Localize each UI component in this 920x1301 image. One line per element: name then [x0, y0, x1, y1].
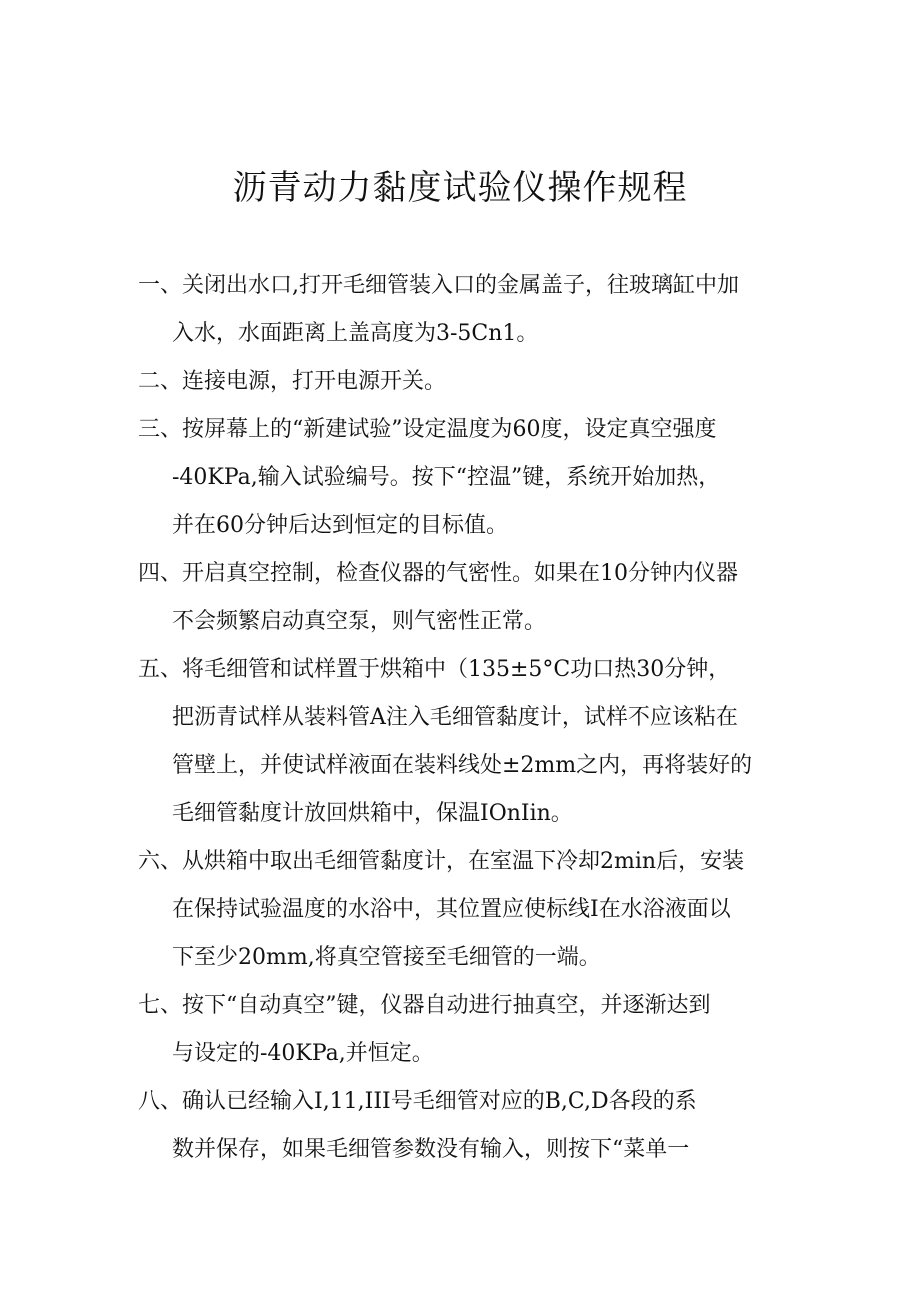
procedure-step [138, 838, 798, 982]
step-text-line: -40KPa,输入试验编号。按下“控温”键，系统开始加热， [172, 465, 721, 490]
procedure-step [138, 358, 798, 406]
step-text [172, 982, 798, 1078]
step-text-line: 与设定的-40KPa,并恒定。 [172, 1041, 434, 1066]
page-title: 沥青动力黏度试验仪操作规程 [232, 168, 688, 208]
step-text [172, 838, 798, 982]
step-number: 七、 [138, 993, 183, 1018]
step-number: 六、 [138, 849, 183, 874]
step-text-line: 从烘箱中取出毛细管黏度计，在室温下冷却2min后，安装 [182, 849, 745, 874]
step-number: 五、 [138, 657, 183, 682]
procedure-step [138, 646, 798, 838]
step-text-line: 下至少20mm,将真空管接至毛细管的一端。 [172, 945, 601, 970]
step-text-line: 并在60分钟后达到恒定的目标值。 [172, 513, 508, 538]
step-number: 一、 [138, 273, 183, 298]
step-text-line: 把沥青试样从装料管A注入毛细管黏度计，试样不应该粘在 [172, 705, 738, 730]
step-text [172, 406, 798, 550]
step-number: 三、 [138, 417, 183, 442]
procedure-step [138, 262, 798, 358]
step-text-line: 入水，水面距离上盖高度为3-5Cn1。 [172, 321, 539, 346]
procedure-step [138, 550, 798, 646]
step-text-line: 数并保存，如果毛细管参数没有输入，则按下“菜单一 [172, 1137, 690, 1162]
procedure-step [138, 1078, 798, 1174]
step-text-line: 开启真空控制，检查仪器的气密性。如果在10分钟内仪器 [182, 561, 738, 586]
step-text [172, 262, 798, 358]
step-text [172, 646, 798, 838]
step-number: 八、 [138, 1089, 183, 1114]
step-text [172, 1078, 798, 1174]
procedure-steps [138, 262, 798, 1174]
step-text-line: 按下“自动真空”键，仪器自动进行抽真空，并逐渐达到 [182, 993, 711, 1018]
step-text-line: 按屏幕上的“新建试验”设定温度为60度，设定真空强度 [182, 417, 717, 442]
step-text-line: 不会频繁启动真空泵，则气密性正常。 [172, 609, 547, 634]
procedure-step [138, 982, 798, 1078]
step-text-line: 将毛细管和试样置于烘箱中（135±5°C功口热30分钟， [182, 657, 731, 682]
step-text-line: 管壁上，并使试样液面在装料线处±2mm之内，再将装好的 [172, 753, 753, 778]
step-number: 四、 [138, 561, 183, 586]
step-text-line: 在保持试验温度的水浴中，其位置应使标线I在水浴液面以 [172, 897, 731, 922]
step-text-line: 关闭出水口,打开毛细管装入口的金属盖子，往玻璃缸中加 [182, 273, 739, 298]
procedure-step [138, 406, 798, 550]
step-number: 二、 [138, 369, 183, 394]
step-text [172, 550, 798, 646]
step-text-line: 毛细管黏度计放回烘箱中，保温IOnIin。 [172, 801, 573, 826]
step-text-line: 确认已经输入I,11,III号毛细管对应的B,C,D各段的系 [182, 1089, 697, 1114]
step-text [182, 358, 798, 406]
step-text-line: 连接电源，打开电源开关。 [182, 369, 447, 394]
